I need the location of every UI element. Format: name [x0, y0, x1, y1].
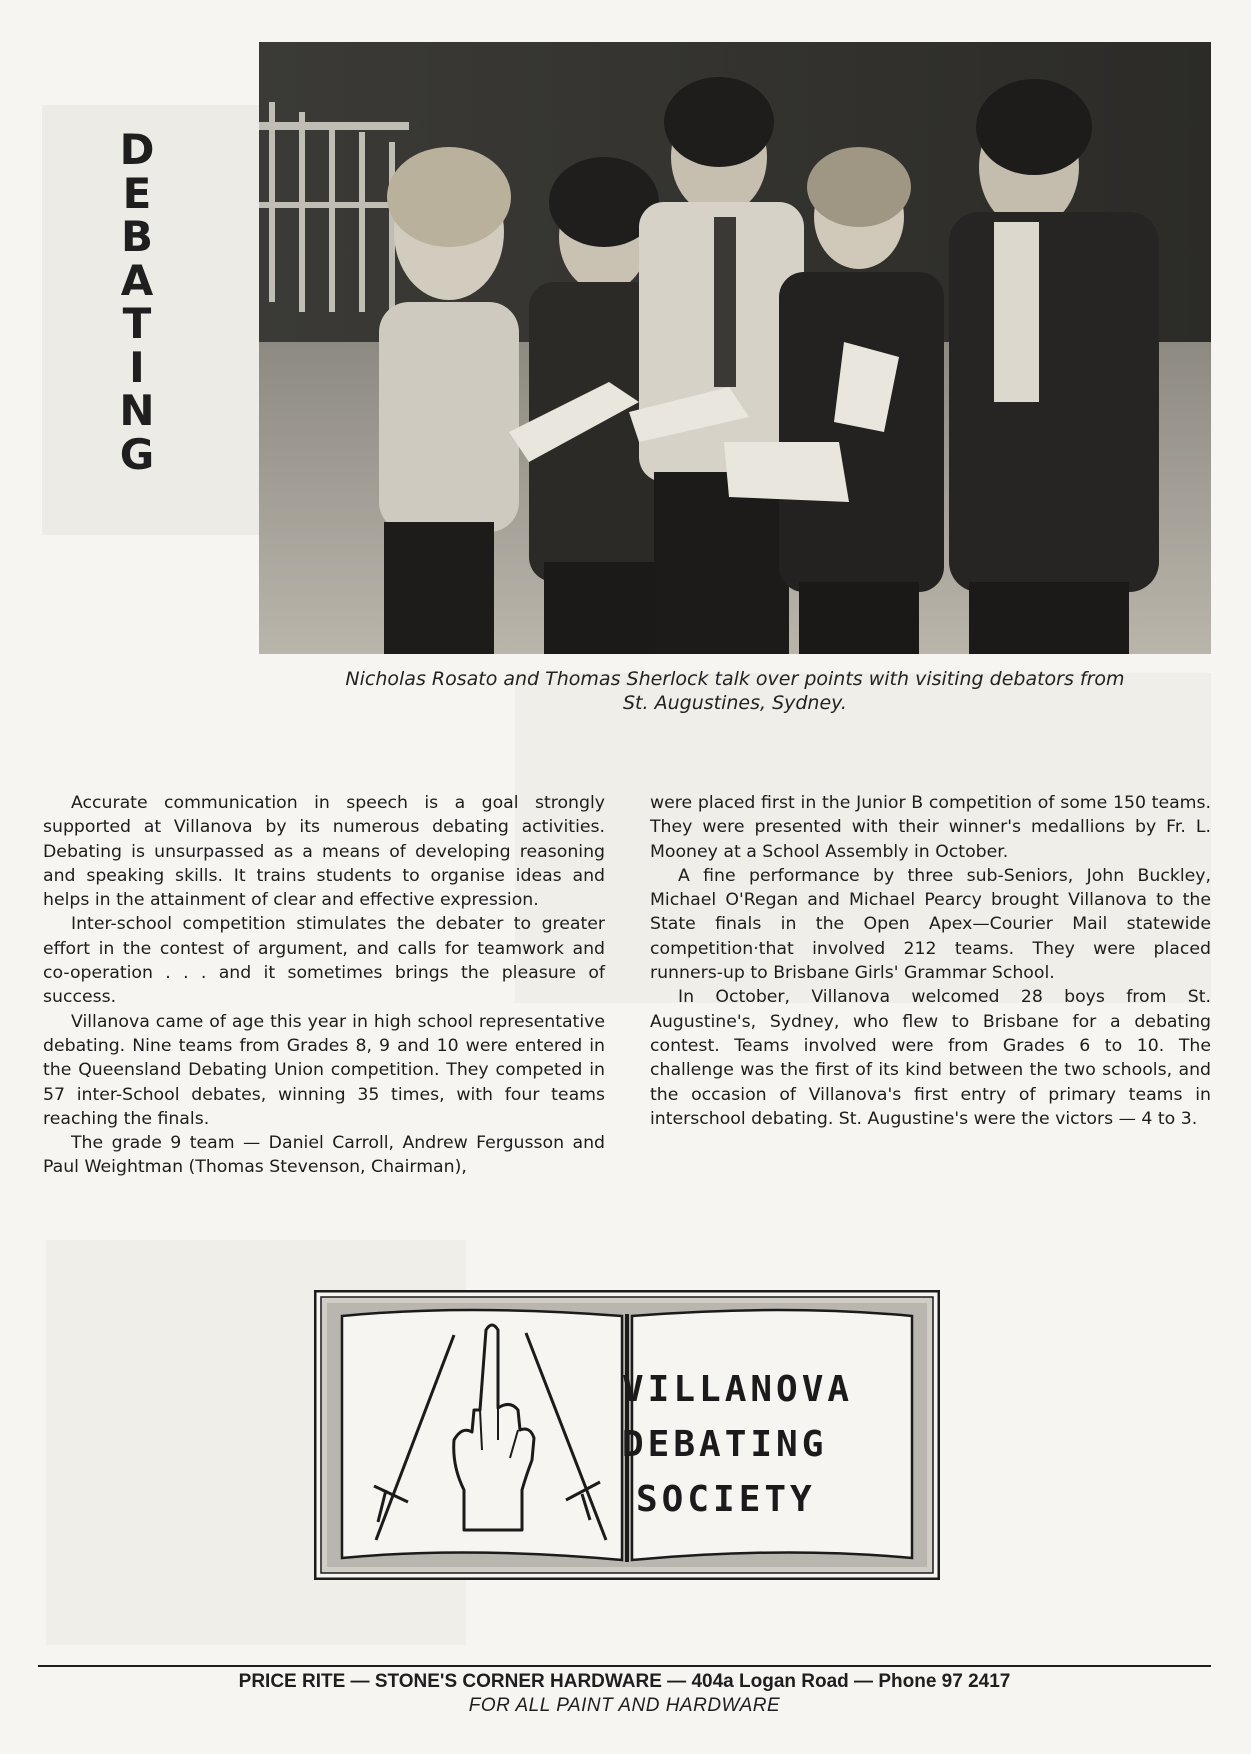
section-title-vertical [112, 125, 162, 479]
title-letter: D [119, 125, 155, 174]
photo-illustration [259, 42, 1211, 654]
title-letter: A [120, 255, 154, 305]
title-letter: T [122, 299, 152, 348]
article-column-right [650, 791, 1211, 1131]
paragraph: A fine performance by three sub-Seniors, John Buckley, Michael O'Regan and Michael Pearcy brought Villanova to the State finals in the Open Apex—Courier Mail statewide competition·that involved 212 teams. They were placed runners-up to Brisbane Girls' Grammar School. [650, 865, 1211, 984]
title-letter: G [119, 429, 155, 479]
title-letter: B [120, 212, 153, 261]
paragraph: The grade 9 team — Daniel Carroll, Andrew Fergusson and Paul Weightman (Thomas Stevenson, Chairman), [43, 1133, 605, 1178]
title-letter: I [129, 342, 145, 392]
paragraph: In October, Villanova welcomed 28 boys from St. Augustine's, Sydney, who flew to Brisbane for a debating contest. Teams involved were from Grades 6 to 10. The challenge was the first of its kind between the two schools, and the occasion of Villanova's first entry of primary teams in interschool debating. St. Augustine's were the victors — 4 to 3. [650, 987, 1211, 1129]
paragraph: Inter-school competition stimulates the debater to greater effort in the contest of argument, and calls for teamwork and co-operation . . . and it sometimes brings the pleasure of success. [43, 914, 605, 1008]
sponsor-line: PRICE RITE — STONE'S CORNER HARDWARE — 404a Logan Road — Phone 97 2417 [238, 1671, 1011, 1692]
society-name-line: SOCIETY [636, 1479, 816, 1520]
society-name [622, 1362, 882, 1527]
caption-line: St. Augustines, Sydney. [623, 692, 847, 714]
paragraph: Villanova came of age this year in high school representative debating. Nine teams from Grades 8, 9 and 10 were entered in the Queensland Debating Union competition. They competed in 57 inter-School debates, winning 35 times, with four teams reaching the finals. [43, 1011, 605, 1129]
photo-caption [259, 667, 1211, 715]
title-letter: E [122, 168, 152, 218]
title-letter: N [119, 386, 155, 435]
paragraph: Accurate communication in speech is a goal strongly supported at Villanova by its numerous debating activities. Debating is unsurpassed as a means of developing reasoning and speaking skills. It trains students to organise ideas and helps in the attainment of clear and effective expression. [43, 793, 605, 911]
article-column-left [43, 791, 605, 1180]
sponsor-tagline: FOR ALL PAINT AND HARDWARE [468, 1695, 781, 1716]
caption-line: Nicholas Rosato and Thomas Sherlock talk over points with visiting debators from [345, 668, 1125, 690]
society-name-line: VILLANOVA [622, 1369, 854, 1410]
photo-students-debating [259, 42, 1211, 654]
society-name-line: DEBATING [622, 1424, 828, 1465]
paragraph: were placed first in the Junior B competition of some 150 teams. They were presented with their winner's medallions by Fr. L. Mooney at a School Assembly in October. [650, 793, 1211, 862]
footer-divider [38, 1665, 1211, 1667]
